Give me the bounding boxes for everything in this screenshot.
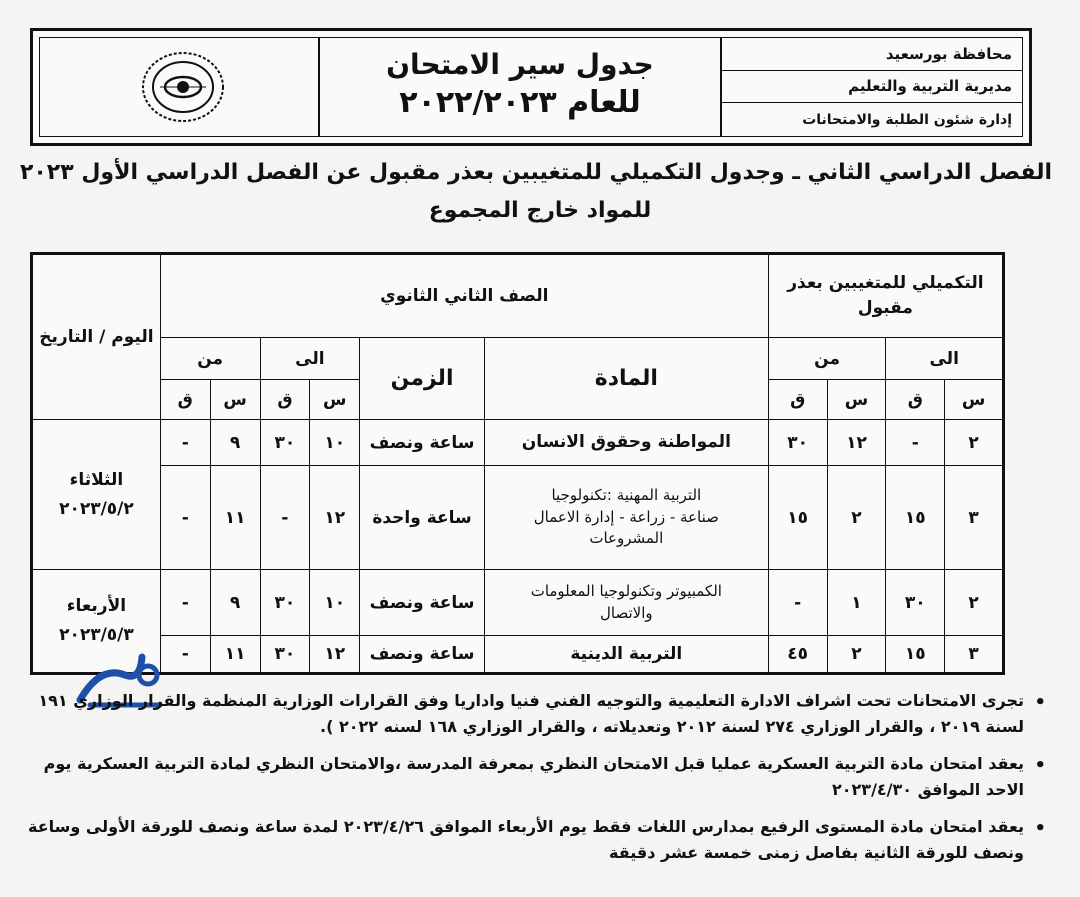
makeup-to-hour: ٣ — [945, 466, 1004, 570]
notes-list — [20, 688, 1050, 876]
makeup-from-minute: ١٥ — [768, 466, 827, 570]
to-hour: ١٠ — [310, 420, 360, 466]
bullet-icon: • — [1034, 754, 1046, 776]
subject: المواطنة وحقوق الانسان — [484, 420, 768, 466]
logo-area — [40, 38, 325, 136]
to-hour-header: س — [310, 380, 360, 420]
makeup-to-header: الى — [886, 338, 1004, 380]
page-title: جدول سير الامتحان — [386, 48, 654, 81]
table-row — [32, 636, 1004, 674]
to-minute: ٣٠ — [260, 420, 310, 466]
makeup-to-hour-header: س — [945, 380, 1004, 420]
makeup-from-minute-header: ق — [768, 380, 827, 420]
makeup-to-minute: ٣٠ — [886, 570, 945, 636]
directorate: مديرية التربية والتعليم — [722, 71, 1022, 104]
from-minute: - — [160, 636, 210, 674]
duration: ساعة ونصف — [360, 570, 485, 636]
to-hour: ١٢ — [310, 466, 360, 570]
from-minute: - — [160, 570, 210, 636]
subtitle-semester: الفصل الدراسي الثاني ـ وجدول التكميلي للمتغيبين بعذر مقبول عن الفصل الدراسي الأول ٢٠٢٣ — [19, 160, 1052, 185]
bullet-icon: • — [1034, 692, 1046, 713]
makeup-from-hour: ٢ — [827, 636, 886, 674]
exam-date: ٢٠٢٣/٥/٣ — [59, 625, 134, 645]
to-minute: ٣٠ — [260, 570, 310, 636]
from-hour-header: س — [210, 380, 260, 420]
makeup-from-hour-header: س — [827, 380, 886, 420]
from-hour: ١١ — [210, 636, 260, 674]
governorate: محافظة بورسعيد — [722, 38, 1022, 71]
table-row — [32, 466, 1004, 570]
makeup-from-hour: ٢ — [827, 466, 886, 570]
duration-header: الزمن — [360, 338, 485, 420]
to-minute: - — [260, 466, 310, 570]
grade-header: الصف الثاني الثانوي — [160, 254, 768, 338]
makeup-to-minute: - — [886, 420, 945, 466]
table-row — [32, 570, 1004, 636]
from-hour: ٩ — [210, 420, 260, 466]
note-item — [20, 751, 1050, 804]
makeup-to-minute-header: ق — [886, 380, 945, 420]
note-text: تجرى الامتحانات تحت اشراف الادارة التعليمية والتوجيه الفني فنيا واداريا وفق القرارات الوزارية المنظمة والقرار الوزاري ١٩١ لسنة ٢٠١٩ ، والقرار الوزاري ٢٧٤ لسنة ٢٠١٢ وتعديلاته ، والقرار الوزاري ١٦٨ لسنه ٢٠٢٢ ). — [38, 691, 1024, 737]
note-item — [20, 814, 1050, 867]
duration: ساعة واحدة — [360, 466, 485, 570]
header-box — [30, 28, 1032, 146]
subject-header: المادة — [484, 338, 768, 420]
subject-line: التربية المهنية :تكنولوجيا — [551, 485, 702, 504]
note-item — [20, 688, 1050, 741]
subject-line: المشروعات — [589, 529, 664, 548]
day-date-header: اليوم / التاريخ — [32, 254, 161, 420]
day-name: الثلاثاء — [69, 469, 124, 490]
to-minute-header: ق — [260, 380, 310, 420]
note-text: يعقد امتحان مادة التربية العسكرية عمليا قبل الامتحان النظري بمعرفة المدرسة ،والامتحان النظري لمادة التربية العسكرية يوم الاحد الموافق ٢٠٢٣/٤/٣٠ — [43, 753, 1024, 800]
academic-year: للعام ٢٠٢٢/٢٠٢٣ — [399, 85, 641, 120]
makeup-to-minute: ١٥ — [886, 466, 945, 570]
makeup-header: التكميلي للمتغيبين بعذر مقبول — [768, 254, 1003, 338]
to-hour: ١٢ — [310, 636, 360, 674]
to-minute: ٣٠ — [260, 636, 310, 674]
day-cell — [32, 420, 161, 570]
makeup-to-hour: ٢ — [945, 570, 1004, 636]
exam-schedule-table — [30, 252, 1005, 675]
makeup-to-minute: ١٥ — [886, 636, 945, 674]
subject — [484, 466, 768, 570]
from-minute: - — [160, 420, 210, 466]
from-hour: ١١ — [210, 466, 260, 570]
from-hour: ٩ — [210, 570, 260, 636]
header-inner — [39, 37, 1023, 137]
from-minute: - — [160, 466, 210, 570]
makeup-from-hour: ١٢ — [827, 420, 886, 466]
subject-line: الكمبيوتر وتكنولوجيا المعلومات — [530, 581, 722, 600]
note-text: يعقد امتحان مادة المستوى الرفيع بمدارس اللغات فقط يوم الأربعاء الموافق ٢٠٢٣/٤/٢٦ لمدة ساعة ونصف للورقة الأولى وساعة ونصف للورقة الثانية بفاصل زمنى خمسة عشر دقيقة — [28, 816, 1024, 862]
to-header: الى — [260, 338, 360, 380]
makeup-from-header: من — [768, 338, 886, 380]
table-row — [32, 420, 1004, 466]
subject-line: والاتصال — [600, 603, 653, 622]
day-name: الأربعاء — [66, 596, 127, 617]
authority-info — [720, 38, 1022, 136]
subject-line: صناعة - زراعة - إدارة الاعمال — [533, 507, 719, 526]
makeup-to-hour: ٢ — [945, 420, 1004, 466]
makeup-from-minute: ٣٠ — [768, 420, 827, 466]
duration: ساعة ونصف — [360, 420, 485, 466]
bullet-icon: • — [1034, 817, 1046, 839]
to-hour: ١٠ — [310, 570, 360, 636]
subject: التربية الدينية — [484, 636, 768, 674]
subject — [484, 570, 768, 636]
title-block — [318, 38, 720, 136]
department: إدارة شئون الطلبة والامتحانات — [802, 111, 1012, 128]
ministry-seal-icon — [138, 47, 228, 127]
exam-date: ٢٠٢٣/٥/٢ — [59, 498, 134, 519]
makeup-from-minute: ٤٥ — [768, 636, 827, 674]
makeup-from-minute: - — [768, 570, 827, 636]
from-minute-header: ق — [160, 380, 210, 420]
from-header: من — [160, 338, 260, 380]
subtitle-subjects: للمواد خارج المجموع — [428, 198, 652, 223]
duration: ساعة ونصف — [360, 636, 485, 674]
makeup-from-hour: ١ — [827, 570, 886, 636]
makeup-to-hour: ٣ — [945, 636, 1004, 674]
